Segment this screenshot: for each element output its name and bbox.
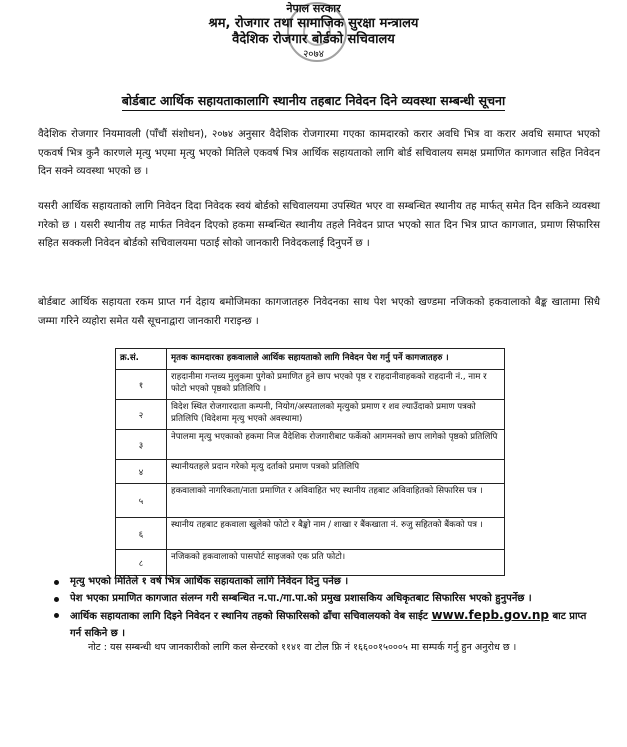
documents-table bbox=[115, 348, 505, 576]
table-cell-text: नेपालमा मृत्यु भएकाको हकमा निज वैदेशिक रोजगारीबाट फर्केको आगमनको छाप लागेको पृष्ठको प्रतिलिपि bbox=[167, 430, 505, 460]
table-cell-text: हकवालाको नागरिकता/नाता प्रमाणित र अविवाहित भए स्थानीय तहबाट अविवाहितको सिफारिस पत्र । bbox=[167, 484, 505, 518]
list-item bbox=[52, 574, 597, 591]
header bbox=[0, 2, 627, 61]
bullet-text: मृत्यु भएको मितिले १ वर्ष भित्र आर्थिक सहायताको लागि निवेदन दिनु पर्नेछ । bbox=[70, 576, 349, 587]
bullet-list bbox=[52, 574, 597, 642]
table-cell-sn: ६ bbox=[116, 518, 167, 550]
table-row bbox=[116, 370, 505, 400]
bullet-text: आर्थिक सहायताका लागि दिइने निवेदन र स्थानिय तहको सिफारिसको ढाँचा सचिवालयको वेब साईट bbox=[70, 611, 428, 622]
table-cell-text: विदेश स्थित रोजगारदाता कम्पनी, नियोग/अस्पतालको मृत्युको प्रमाण र शव ल्याउँदाको प्रमाण पत्रको प्रतिलिपि (विदेशमा मृत्यु भएको अवस्थामा) bbox=[167, 400, 505, 430]
table-row bbox=[116, 400, 505, 430]
paragraph-1: वैदेशिक रोजगार नियमावली (पाँचौं संशोधन), २०७४ अनुसार वैदेशिक रोजगारमा गएका कामदारको करार अवधि भित्र वा करार अवधि समाप्त भएको एकवर्ष भित्र कुनै कारणले मृत्यु भएमा मृत्यु भएको मितिले एकवर्ष भित्र आर्थिक सहायताको लागि बोर्ड सचिवालय समक्ष प्रमाणित कागजात सहित निवेदन दिन सक्ने व्यवस्था भएको छ । bbox=[38, 129, 600, 177]
table-row bbox=[116, 484, 505, 518]
table-row bbox=[116, 518, 505, 550]
table-cell-sn: ८ bbox=[116, 550, 167, 576]
table-cell-text: स्थानीय तहबाट हकवाला खुलेको फोटो र बैङ्को नाम / शाखा र बैंकखाता नं. रुजु सहितको बैंकको पत्र । bbox=[167, 518, 505, 550]
table-row bbox=[116, 430, 505, 460]
table-cell-sn: १ bbox=[116, 370, 167, 400]
table-cell-text: स्थानीयतहले प्रदान गरेको मृत्यु दर्ताको प्रमाण पत्रको प्रतिलिपि bbox=[167, 460, 505, 484]
bullet-text: बाट प्राप्त गर्न सकिने छ । bbox=[70, 611, 587, 639]
bullet-text: पेश भएका प्रमाणित कागजात संलग्न गरी सम्बन्धित न.पा./गा.पा.को प्रमुख प्रशासकिय अधिकृतबाट सिफारिस भएको हुनुपर्नेछ । bbox=[70, 592, 532, 604]
table-cell-sn: ३ bbox=[116, 430, 167, 460]
bullet-icon bbox=[54, 597, 59, 602]
header-ministry: श्रम, रोजगार तथा सामाजिक सुरक्षा मन्त्रालय bbox=[208, 16, 419, 31]
table-cell-sn: २ bbox=[116, 400, 167, 430]
notice-subject: बोर्डबाट आर्थिक सहायताकालागि स्थानीय तहबाट निवेदन दिने व्यवस्था सम्बन्धी सूचना bbox=[122, 92, 505, 111]
table-header-sn: क्र.सं. bbox=[116, 349, 167, 370]
table-cell-text: राहदानीमा गन्तव्य मुलुकमा पुगेको प्रमाणित हुने छाप भएको पृष्ठ र राहदानीवाहकको राहदानी नं., नाम र फोटो भएको पृष्ठको प्रतिलिपि । bbox=[167, 370, 505, 400]
table-row bbox=[116, 550, 505, 576]
header-year: २०७४ bbox=[303, 49, 324, 60]
list-item bbox=[52, 591, 597, 608]
table-cell-sn: ४ bbox=[116, 460, 167, 484]
paragraph-3: बोर्डबाट आर्थिक सहायता रकम प्राप्त गर्न देहाय बमोजिमका कागजातहरु निवेदनका साथ पेश भएको खण्डमा नजिकको हकवालाको बैङ्क खातामा सिधै जम्मा गरिने व्यहोरा समेत यसै सूचनाद्वारा जानकारी गराइन्छ । bbox=[38, 297, 600, 327]
table-row bbox=[116, 460, 505, 484]
header-government: नेपाल सरकार bbox=[286, 2, 341, 15]
table-cell-text: नजिकको हकवालाको पासपोर्ट साइजको एक प्रति फोटो। bbox=[167, 550, 505, 576]
table-cell-sn: ५ bbox=[116, 484, 167, 518]
subject-wrap bbox=[0, 90, 627, 111]
bullet-icon bbox=[54, 580, 59, 585]
paragraph-2: यसरी आर्थिक सहायताको लागि निवेदन दिदा निवेदक स्वयं बोर्डको सचिवालयमा उपस्थित भएर वा सम्बन्धित स्थानीय तह मार्फत् समेत दिन सकिने व्यवस्था गरेको छ । यसरी स्थानीय तह मार्फत निवेदन दिएको हकमा सम्बन्धित स्थानीय तहले निवेदन प्राप्त भएको सात दिन भित्र प्राप्त कागजात, प्रमाण सिफारिस सहित सक्कली निवेदन बोर्डको सचिवालयमा पठाई सोको जानकारी निवेदकलाई दिनुपर्ने छ । bbox=[38, 201, 600, 249]
website-link[interactable]: www.fepb.gov.np bbox=[431, 608, 549, 622]
header-secretariat: वैदेशिक रोजगार बोर्डको सचिवालय bbox=[232, 32, 395, 47]
footer-note: नोट : यस सम्बन्धी थप जानकारीको लागि कल सेन्टरको ११४१ वा टोल फ्रि नं १६६००१५०००५ मा सम्पर्क गर्नु हुन अनुरोध छ । bbox=[88, 642, 517, 653]
table-header-docs: मृतक कामदारका हकवालाले आर्थिक सहायताको लागि निवेदन पेश गर्नु पर्ने कागजातहरु । bbox=[167, 349, 505, 370]
bullet-icon bbox=[54, 613, 59, 618]
table-header-row bbox=[116, 349, 505, 370]
list-item bbox=[52, 607, 597, 642]
